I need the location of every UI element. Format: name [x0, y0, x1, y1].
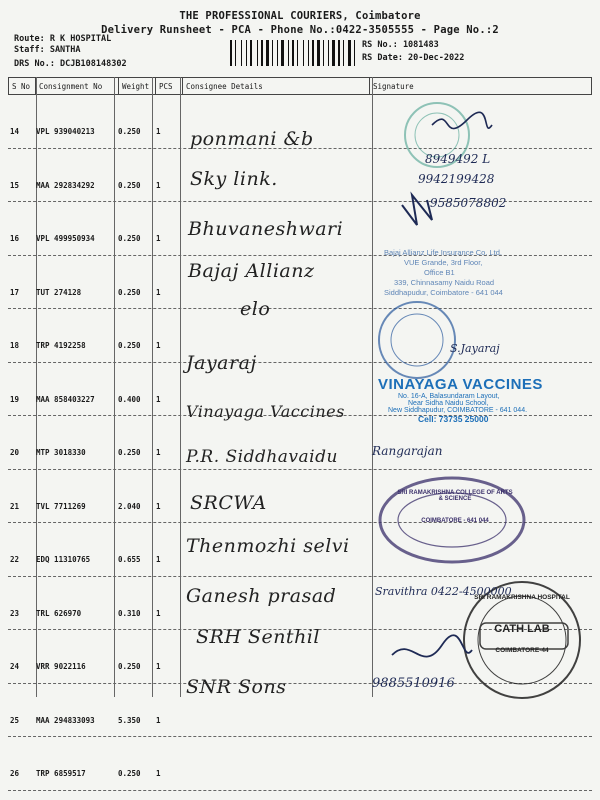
barcode-bar	[328, 40, 329, 66]
cell-cno: TVL 7711269	[36, 501, 86, 511]
bajaj-stamp-text	[384, 248, 584, 298]
cell-wt: 5.350	[118, 715, 141, 725]
cell-cno: TRP 6859517	[36, 769, 86, 778]
signature-text: S.Jayaraj	[450, 342, 500, 355]
cell-wt: 0.310	[118, 608, 141, 618]
cell-sno: 17	[10, 287, 20, 297]
barcode-bar	[237, 40, 240, 66]
hospital-stamp-text	[462, 594, 582, 654]
barcode-bar	[323, 40, 324, 66]
barcode-bar	[330, 40, 331, 66]
barcode-bar	[348, 40, 351, 66]
cell-pcs: 1	[156, 555, 161, 564]
barcode-bar	[257, 40, 258, 66]
stamp-line: Cell: 73735 25000	[418, 414, 489, 424]
cell-wt: 0.250	[118, 287, 141, 297]
barcode-bar	[303, 40, 304, 66]
cell-wt: 0.250	[118, 180, 141, 190]
rs-number: RS No.: 1081483	[362, 40, 439, 50]
barcode-bar	[250, 40, 252, 66]
barcode-bar	[290, 40, 291, 66]
stamp-line: No. 16-A, Balasundaram Layout,	[398, 393, 500, 400]
cell-wt: 0.250	[118, 341, 141, 350]
signature-text: Rangarajan	[372, 444, 443, 458]
barcode-bar	[243, 40, 245, 66]
route-label: Route: R K HOSPITAL	[14, 34, 112, 44]
col-consignee: Consignee Details	[183, 78, 370, 95]
signature-text: 9942199428	[418, 172, 495, 186]
barcode-bar	[343, 40, 344, 66]
cell-sno: 25	[10, 715, 20, 725]
barcode-bar	[241, 40, 242, 66]
signature-text: 9885510916	[372, 676, 455, 691]
barcode-bar	[352, 40, 353, 66]
staff-label: Staff: SANTHA	[14, 45, 81, 55]
runsheet-subtitle: Delivery Runsheet - PCA - Phone No.:0422-3505555 - Page No.:2	[101, 24, 499, 36]
signature-text: 8949492 L	[425, 152, 491, 166]
cell-sno: 21	[10, 501, 20, 511]
cell-cno: VPL 939040213	[36, 127, 95, 136]
cell-cno: MAA 292834292	[36, 180, 95, 190]
barcode-bar	[270, 40, 271, 66]
cell-pcs: 1	[156, 769, 161, 778]
barcode-bar	[230, 40, 232, 66]
barcode-bar	[274, 40, 276, 66]
barcode-bar	[341, 40, 342, 66]
cell-pcs: 1	[156, 234, 161, 243]
cell-pcs: 1	[156, 180, 161, 190]
col-signature: Signature	[370, 78, 592, 95]
handwritten-consignee: SRH Senthil	[196, 626, 320, 648]
barcode-bar	[305, 40, 307, 66]
cell-sno: 15	[10, 180, 20, 190]
stamp-line: COIMBATORE-44	[495, 647, 549, 654]
cell-wt: 2.040	[118, 501, 141, 511]
col-consignment: Consignment No	[36, 78, 119, 95]
cell-wt: 0.250	[118, 234, 141, 243]
barcode-bar	[261, 40, 263, 66]
stamp-line: CATH LAB	[494, 623, 550, 635]
runsheet-header-table	[8, 77, 592, 95]
signature-scribble	[402, 195, 432, 225]
stamp-line: 339, Chinnasamy Naidu Road	[394, 278, 495, 287]
stamp-line: SRI RAMAKRISHNA HOSPITAL	[474, 594, 570, 601]
table-row	[8, 737, 592, 791]
vinayaga-stamp	[378, 376, 588, 424]
stamp-title: VINAYAGA VACCINES	[378, 376, 543, 393]
stamp-line: VUE Grande, 3rd Floor,	[404, 258, 483, 267]
barcode-bar	[246, 40, 247, 66]
cell-sno: 14	[10, 127, 20, 136]
barcode-bar	[233, 40, 234, 66]
cell-wt: 0.400	[118, 394, 141, 404]
cell-cno: EDQ 11310765	[36, 555, 91, 564]
cell-pcs: 1	[156, 501, 161, 511]
cell-wt: 0.250	[118, 448, 141, 457]
barcode-bar	[292, 40, 294, 66]
barcode-bar	[312, 40, 314, 66]
cell-cno: TUT 274128	[36, 287, 82, 297]
handwritten-consignee: elo	[240, 298, 271, 320]
barcode	[230, 40, 358, 66]
handwritten-consignee: Thenmozhi selvi	[186, 535, 350, 557]
cell-sno: 16	[10, 234, 20, 243]
handwritten-consignee: Jayaraj	[186, 352, 257, 374]
cell-sno: 18	[10, 341, 20, 350]
cell-pcs: 1	[156, 715, 161, 725]
barcode-bar	[325, 40, 327, 66]
barcode-bar	[253, 40, 256, 66]
barcode-bar	[354, 40, 355, 66]
barcode-bar	[288, 40, 289, 66]
handwritten-consignee: ponmani &b	[190, 128, 314, 150]
cell-sno: 20	[10, 448, 20, 457]
cell-pcs: 1	[156, 662, 161, 671]
cell-pcs: 1	[156, 341, 161, 350]
cell-wt: 0.250	[118, 127, 141, 136]
college-stamp-text	[395, 490, 515, 524]
cell-wt: 0.250	[118, 662, 141, 671]
barcode-bar	[332, 40, 335, 66]
cell-cno: TRP 4192258	[36, 341, 86, 350]
handwritten-consignee: SRCWA	[190, 492, 267, 514]
signature-text: 9585078802	[430, 196, 507, 210]
barcode-bar	[295, 40, 296, 66]
cell-sno: 23	[10, 608, 20, 618]
signature-scribble	[392, 635, 472, 656]
cell-sno: 19	[10, 394, 20, 404]
barcode-bar	[308, 40, 309, 66]
handwritten-consignee: Bajaj Allianz	[188, 260, 315, 282]
barcode-bar	[321, 40, 322, 66]
stamp-line: COIMBATORE - 641 044	[421, 518, 489, 524]
handwritten-consignee: Vinayaga Vaccines	[186, 402, 345, 421]
barcode-bar	[272, 40, 273, 66]
cell-cno: VRR 9022116	[36, 662, 86, 671]
barcode-bar	[299, 40, 302, 66]
col-weight: Weight	[119, 78, 156, 95]
rs-date: RS Date: 20-Dec-2022	[362, 53, 465, 63]
cell-cno: TRL 626970	[36, 608, 82, 618]
handwritten-consignee: Bhuvaneshwari	[188, 218, 344, 240]
barcode-bar	[248, 40, 249, 66]
stamp-line: Bajaj Allianz Life Insurance Co. Ltd.	[384, 248, 502, 257]
cell-pcs: 1	[156, 448, 161, 457]
barcode-bar	[281, 40, 284, 66]
cell-pcs: 1	[156, 394, 161, 404]
cell-cno: MAA 858403227	[36, 394, 95, 404]
stamp-line: Siddhapudur, Coimbatore - 641 044	[384, 288, 503, 297]
cell-sno: 24	[10, 662, 20, 671]
stamp-line: Near Sidha Naidu School,	[408, 400, 489, 407]
barcode-bar	[259, 40, 260, 66]
col-sno: S No	[9, 78, 36, 95]
signature-text: Sravithra 0422-4500000	[375, 585, 512, 598]
barcode-bar	[277, 40, 278, 66]
cell-pcs: 1	[156, 127, 161, 136]
bajaj-seal	[379, 302, 455, 378]
barcode-bar	[317, 40, 320, 66]
barcode-bar	[336, 40, 337, 66]
barcode-bar	[315, 40, 316, 66]
col-pcs: PCS	[156, 78, 183, 95]
barcode-bar	[266, 40, 269, 66]
stamp-line: SRI RAMAKRISHNA COLLEGE OF ARTS & SCIENCE	[397, 490, 513, 502]
handwritten-consignee: SNR Sons	[186, 676, 287, 698]
cell-cno: MAA 294833093	[36, 715, 95, 725]
handwritten-consignee: Sky link.	[190, 168, 278, 190]
cell-pcs: 1	[156, 608, 161, 618]
barcode-bar	[338, 40, 340, 66]
cell-wt: 0.655	[118, 555, 141, 564]
barcode-bar	[285, 40, 287, 66]
cell-cno: MTP 3018330	[36, 448, 86, 457]
barcode-bar	[235, 40, 236, 66]
stamp-line: New Siddhapudur, COIMBATORE - 641 044.	[388, 407, 528, 414]
stamp-line: Office B1	[424, 268, 455, 277]
drs-number: DRS No.: DCJB108148302	[14, 59, 127, 69]
cell-pcs: 1	[156, 287, 161, 297]
cell-sno: 22	[10, 555, 20, 564]
barcode-bar	[279, 40, 280, 66]
company-title: THE PROFESSIONAL COURIERS, Coimbatore	[179, 10, 421, 22]
barcode-bar	[297, 40, 298, 66]
cell-cno: VPL 499950934	[36, 234, 95, 243]
handwritten-consignee: Ganesh prasad	[186, 585, 337, 607]
barcode-bar	[310, 40, 311, 66]
cell-wt: 0.250	[118, 769, 141, 778]
barcode-bar	[264, 40, 265, 66]
handwritten-consignee: P.R. Siddhavaidu	[186, 447, 338, 467]
cell-sno: 26	[10, 769, 20, 778]
barcode-bar	[345, 40, 347, 66]
